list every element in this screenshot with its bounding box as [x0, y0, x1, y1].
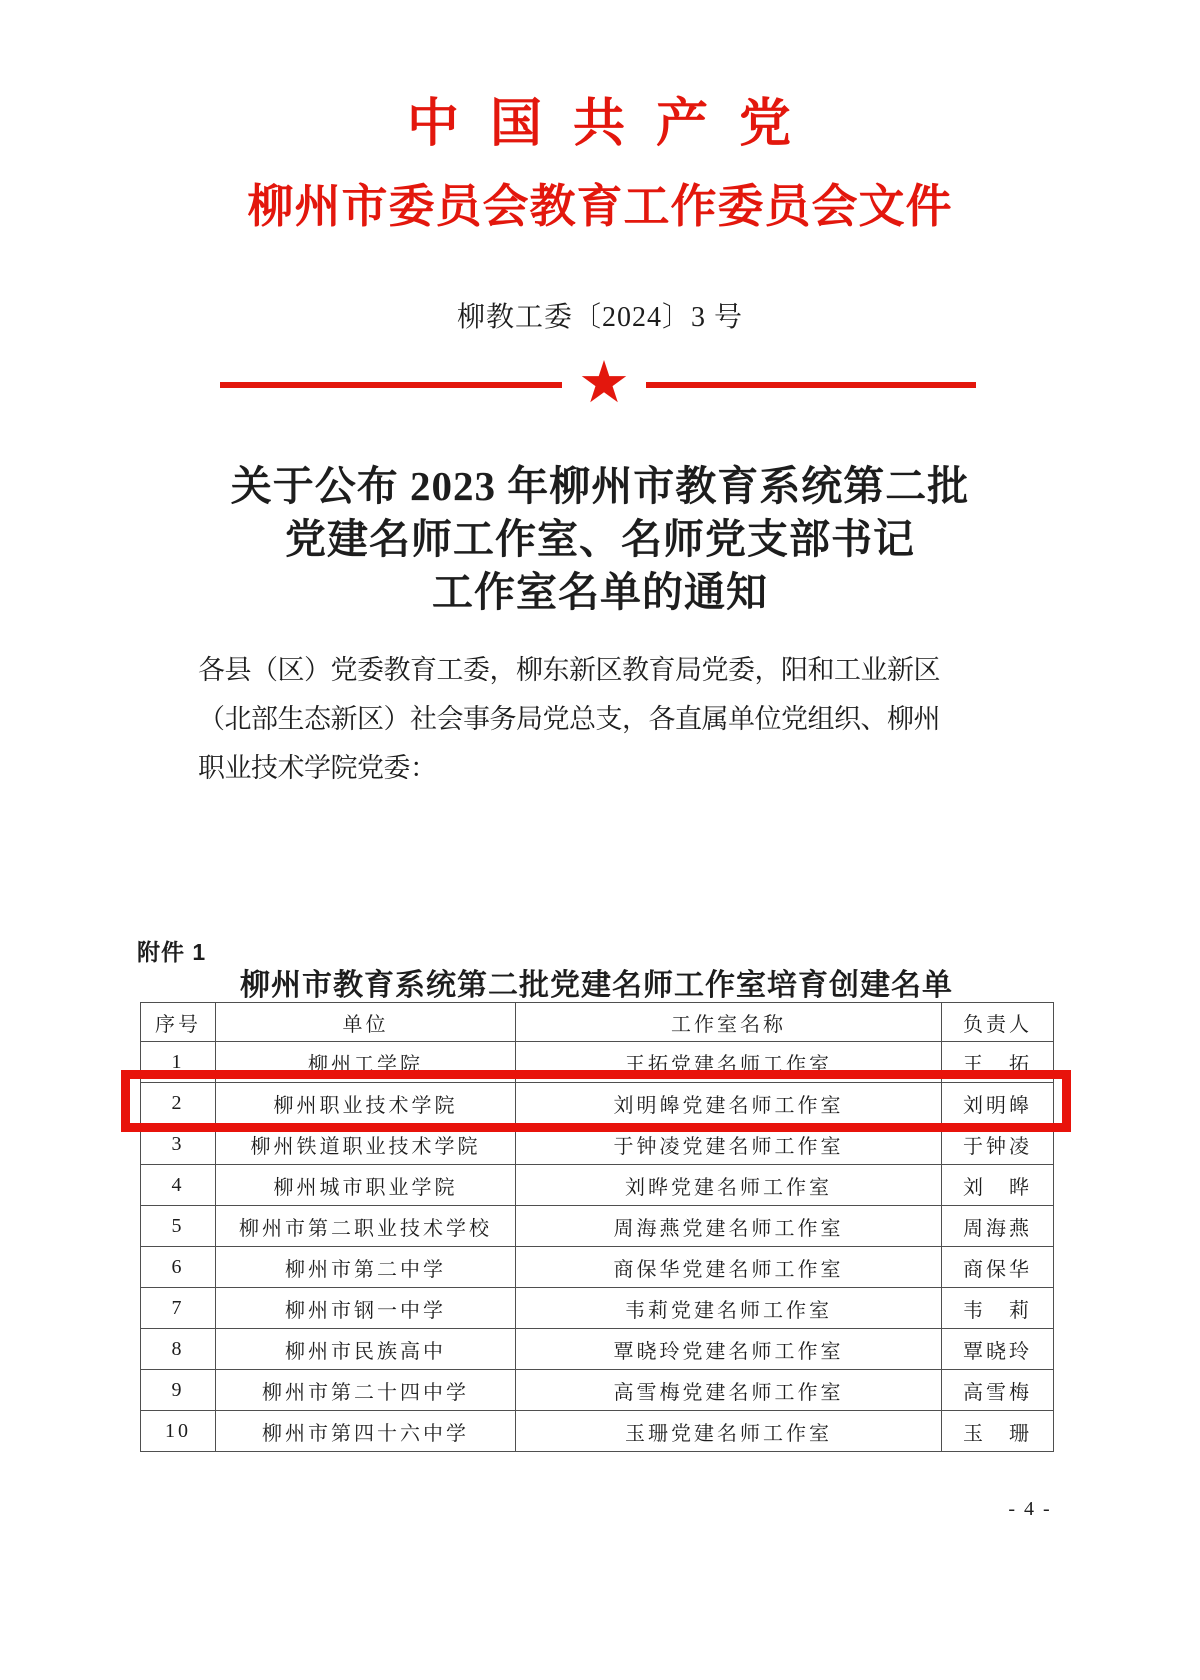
cell-studio: 刘明皞党建名师工作室: [516, 1083, 942, 1124]
table-row: [141, 1042, 1054, 1083]
cell-no: 3: [141, 1124, 216, 1165]
table-row: [141, 1288, 1054, 1329]
cell-leader: 商保华: [942, 1247, 1054, 1288]
cell-studio: 高雪梅党建名师工作室: [516, 1370, 942, 1411]
red-star-icon: ★: [578, 350, 630, 415]
cell-leader: 高雪梅: [942, 1370, 1054, 1411]
red-rule-left-segment: [220, 382, 562, 388]
document-title-line-2: 党建名师工作室、名师党支部书记: [285, 516, 915, 562]
cell-unit: 柳州铁道职业技术学院: [216, 1124, 516, 1165]
cell-leader: 于钟凌: [942, 1124, 1054, 1165]
table-row: [141, 1370, 1054, 1411]
salutation-line-3: 职业技术学院党委：: [198, 753, 437, 783]
cell-leader: 韦 莉: [942, 1288, 1054, 1329]
column-header-no: 序号: [141, 1003, 216, 1042]
salutation-line-2: （北部生态新区）社会事务局党总支，各直属单位党组织、柳州: [198, 704, 940, 734]
cell-studio: 王拓党建名师工作室: [516, 1042, 942, 1083]
table-row-highlighted: [141, 1083, 1054, 1124]
cell-unit: 柳州工学院: [216, 1042, 516, 1083]
cell-no: 2: [141, 1083, 216, 1124]
red-rule-right-segment: [646, 382, 976, 388]
cell-unit: 柳州市第二十四中学: [216, 1370, 516, 1411]
cell-no: 4: [141, 1165, 216, 1206]
cell-unit: 柳州市第二职业技术学校: [216, 1206, 516, 1247]
cell-unit: 柳州城市职业学院: [216, 1165, 516, 1206]
table-row: [141, 1124, 1054, 1165]
cell-studio: 玉珊党建名师工作室: [516, 1411, 942, 1452]
salutation-line-1: 各县（区）党委教育工委，柳东新区教育局党委，阳和工业新区: [198, 655, 940, 685]
cell-no: 5: [141, 1206, 216, 1247]
cell-studio: 于钟凌党建名师工作室: [516, 1124, 942, 1165]
cell-unit: 柳州职业技术学院: [216, 1083, 516, 1124]
table-row: [141, 1411, 1054, 1452]
cell-no: 1: [141, 1042, 216, 1083]
table-header-row: [141, 1003, 1054, 1042]
cell-studio: 商保华党建名师工作室: [516, 1247, 942, 1288]
cell-studio: 刘晔党建名师工作室: [516, 1165, 942, 1206]
salutation-paragraph: [198, 646, 958, 793]
cell-leader: 玉 珊: [942, 1411, 1054, 1452]
cell-no: 7: [141, 1288, 216, 1329]
cell-leader: 刘明皞: [942, 1083, 1054, 1124]
cell-leader: 周海燕: [942, 1206, 1054, 1247]
cell-studio: 覃晓玲党建名师工作室: [516, 1329, 942, 1370]
roster-table-title: 柳州市教育系统第二批党建名师工作室培育创建名单: [240, 969, 953, 1002]
cell-no: 8: [141, 1329, 216, 1370]
cell-no: 10: [141, 1411, 216, 1452]
cell-studio: 韦莉党建名师工作室: [516, 1288, 942, 1329]
cell-no: 6: [141, 1247, 216, 1288]
page-number: - 4 -: [1008, 1498, 1052, 1520]
table-row: [141, 1329, 1054, 1370]
document-title-line-1: 关于公布 2023 年柳州市教育系统第二批: [230, 463, 970, 509]
red-divider-rule: [220, 350, 980, 415]
roster-table: [140, 1002, 1054, 1452]
table-row: [141, 1206, 1054, 1247]
document-title: [0, 460, 1200, 619]
cell-no: 9: [141, 1370, 216, 1411]
cell-leader: 王 拓: [942, 1042, 1054, 1083]
column-header-leader: 负责人: [942, 1003, 1054, 1042]
column-header-unit: 单位: [216, 1003, 516, 1042]
cell-studio: 周海燕党建名师工作室: [516, 1206, 942, 1247]
attachment-label: 附件 1: [137, 939, 207, 965]
document-number: 柳教工委〔2024〕3 号: [456, 302, 743, 333]
cell-unit: 柳州市民族高中: [216, 1329, 516, 1370]
document-title-line-3: 工作室名单的通知: [432, 569, 768, 615]
issuing-committee-heading: 柳州市委员会教育工作委员会文件: [247, 181, 953, 232]
cell-unit: 柳州市第二中学: [216, 1247, 516, 1288]
cell-unit: 柳州市第四十六中学: [216, 1411, 516, 1452]
table-row: [141, 1165, 1054, 1206]
cell-unit: 柳州市钢一中学: [216, 1288, 516, 1329]
column-header-studio: 工作室名称: [516, 1003, 942, 1042]
table-row: [141, 1247, 1054, 1288]
cell-leader: 覃晓玲: [942, 1329, 1054, 1370]
party-name-heading: 中 国 共 产 党: [406, 96, 793, 153]
cell-leader: 刘 晔: [942, 1165, 1054, 1206]
